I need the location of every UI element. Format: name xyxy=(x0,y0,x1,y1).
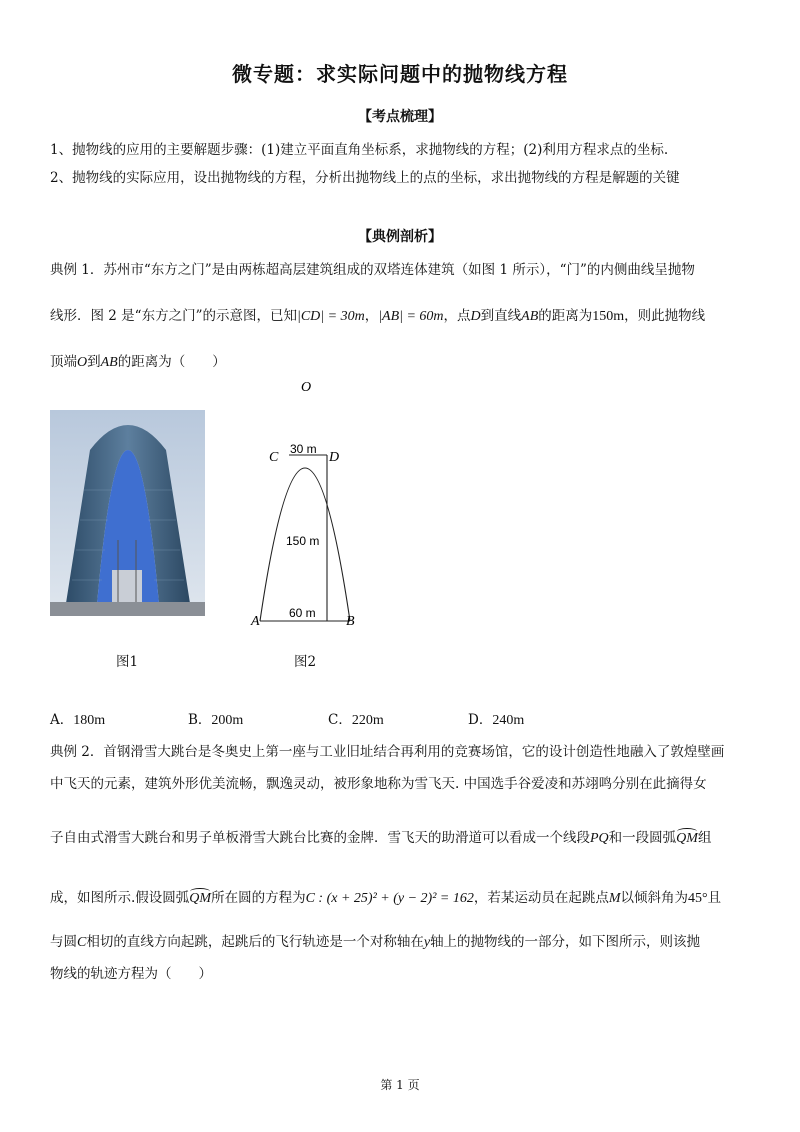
text: 组 xyxy=(697,830,712,846)
math-arc-qm: QM xyxy=(189,891,212,906)
math-point-o: O xyxy=(77,355,88,370)
example1-line2 xyxy=(50,304,705,325)
option-value: 200m xyxy=(211,713,244,728)
text: 和一段圆弧 xyxy=(608,830,677,846)
key-point-1: 1、抛物线的应用的主要解题步骤：(1)建立平面直角坐标系，求抛物线的方程；(2)利用方程求点的坐标. xyxy=(50,142,669,158)
math-ab-length: |AB| = 60m xyxy=(378,309,444,324)
page-title: 微专题：求实际问题中的抛物线方程 xyxy=(232,62,568,86)
text: 与圆 xyxy=(50,934,77,950)
option-value: 240m xyxy=(492,713,525,728)
label-height: 150 m xyxy=(286,534,320,548)
text: 以倾斜角为 xyxy=(620,890,689,906)
text: ， xyxy=(364,308,379,324)
figure1-caption: 图1 xyxy=(116,654,139,670)
example2-line2: 中飞天的元素，建筑外形优美流畅，飘逸灵动，被形象地称为雪飞天. 中国选手谷爱凌和苏翊鸣分别在此摘得女 xyxy=(50,776,707,792)
text: 轴上的抛物线的一部分，如下图所示，则该抛 xyxy=(430,934,701,950)
label-o: O xyxy=(301,380,312,395)
math-point-m: M xyxy=(608,891,621,906)
math-arc-qm: QM xyxy=(676,831,698,846)
example2-line1: 典例 2．首钢滑雪大跳台是冬奥史上第一座与工业旧址结合再利用的竞赛场馆，它的设计创造性地融入了敦煌壁画 xyxy=(50,744,725,760)
example2-line6: 物线的轨迹方程为（ ） xyxy=(50,966,212,982)
parabola-schematic xyxy=(245,375,365,635)
label-b: B xyxy=(346,614,355,629)
label-cd-length: 30 m xyxy=(290,442,317,456)
text: 所在圆的方程为 xyxy=(211,890,306,906)
text: 且 xyxy=(707,890,722,906)
section-heading-examples: 【典例剖析】 xyxy=(358,229,442,245)
label-d: D xyxy=(329,450,340,465)
math-point-d: D xyxy=(470,309,481,324)
option-label: C． xyxy=(328,712,352,728)
figure2-caption: 图2 xyxy=(294,654,317,670)
text: 到直线 xyxy=(480,308,522,324)
text: 相切的直线方向起跳，起跳后的飞行轨迹是一个对称轴在 xyxy=(86,934,424,950)
label-a: A xyxy=(251,614,260,629)
figure2-diagram xyxy=(245,375,365,635)
label-ab-length: 60 m xyxy=(289,606,316,620)
math-cd-length: |CD| = 30m xyxy=(296,309,365,324)
math-circle-c: C xyxy=(77,935,87,950)
option-label: A． xyxy=(50,712,74,728)
text: ，则此抛物线 xyxy=(624,308,706,324)
key-point-2: 2、抛物线的实际应用，设出抛物线的方程，分析出抛物线上的点的坐标，求出抛物线的方程是解题的关键 xyxy=(50,170,680,186)
example2-line3 xyxy=(50,826,711,847)
page-number: 第 1 页 xyxy=(380,1078,420,1092)
example2-line4 xyxy=(50,886,721,907)
example2-line5 xyxy=(50,930,700,951)
math-line-ab: AB xyxy=(100,355,118,370)
text: 到 xyxy=(87,354,101,370)
math-circle-equation: C : (x + 25)² + (y − 2)² = 162 xyxy=(305,891,474,906)
text: 顶端 xyxy=(50,354,77,370)
building-photo-illustration xyxy=(50,410,205,616)
option-label: D． xyxy=(468,712,493,728)
text: 的距离为（ ） xyxy=(117,354,226,370)
example1-line3 xyxy=(50,350,226,371)
text: ，若某运动员在起跳点 xyxy=(473,890,609,906)
math-line-ab: AB xyxy=(521,309,539,324)
text: 成，如图所示.假设圆弧 xyxy=(50,890,190,906)
text: 线形．图 2 是“东方之门”的示意图，已知 xyxy=(50,308,297,324)
label-c: C xyxy=(269,450,279,465)
option-b[interactable] xyxy=(188,708,243,729)
section-heading-key-points: 【考点梳理】 xyxy=(358,109,442,125)
text: ，点 xyxy=(443,308,471,324)
figure1-photo xyxy=(50,410,205,616)
option-label: B． xyxy=(188,712,212,728)
option-a[interactable] xyxy=(50,708,105,729)
option-c[interactable] xyxy=(328,708,384,729)
text: 子自由式滑雪大跳台和男子单板滑雪大跳台比赛的金牌．雪飞天的助滑道可以看成一个线段 xyxy=(50,830,590,846)
math-segment-pq: PQ xyxy=(590,831,609,846)
math-distance: 150m xyxy=(592,309,625,324)
math-axis-y: y xyxy=(423,935,431,950)
option-value: 220m xyxy=(351,713,384,728)
option-d[interactable] xyxy=(468,708,524,729)
math-angle: 45° xyxy=(688,891,708,906)
text: 的距离为 xyxy=(538,308,593,324)
example1-line1: 典例 1．苏州市“东方之门”是由两栋超高层建筑组成的双塔连体建筑（如图 1 所示），“门”的内侧曲线呈抛物 xyxy=(50,262,695,278)
option-value: 180m xyxy=(73,713,106,728)
